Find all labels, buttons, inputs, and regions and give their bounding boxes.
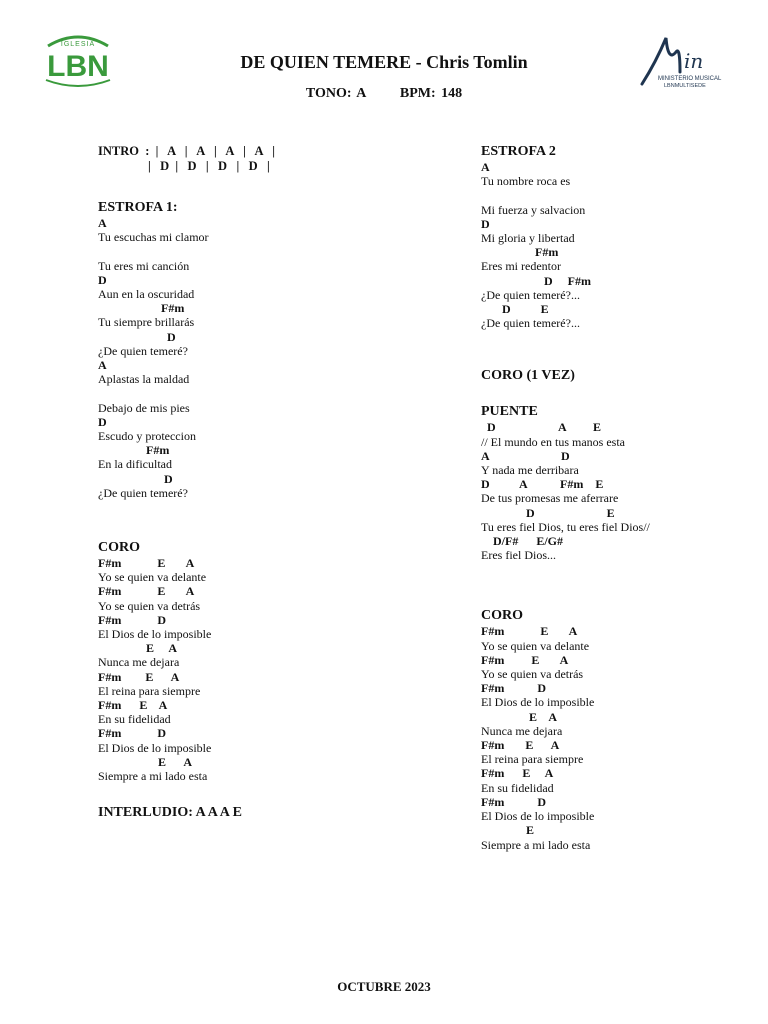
logo-line1: MINISTERIO MUSICAL	[658, 76, 722, 82]
lyric-line: Nunca me dejara	[98, 655, 180, 670]
lyric-line: El Dios de lo imposible	[481, 695, 595, 710]
chord-line: A	[98, 216, 107, 230]
chord-line: F#m D	[481, 681, 546, 696]
logo-top-text: IGLESIA	[60, 41, 96, 48]
chord-line: A	[481, 160, 490, 174]
section-title-coro: CORO	[98, 540, 140, 556]
lyric-line: ¿De quien temeré?	[98, 343, 188, 358]
estrofa1-block	[98, 216, 438, 500]
chord-line: F#m E A	[98, 698, 168, 713]
chord-line: D	[98, 329, 176, 344]
chord-line: D A E	[481, 420, 602, 435]
chord-line: E	[481, 823, 535, 838]
coro-block-left	[98, 556, 438, 783]
lyric-line: Eres fiel Dios...	[481, 548, 556, 563]
lyric-line: Yo se quien va detrás	[481, 667, 584, 682]
chord-line: F#m E A	[481, 738, 560, 753]
logo-line2: LBNMULTISEDE	[664, 83, 706, 89]
chord-line: F#m	[481, 245, 559, 260]
chord-line: F#m	[98, 301, 185, 316]
section-title-estrofa1: ESTROFA 1:	[98, 200, 178, 215]
chord-line: E A	[481, 709, 558, 724]
puente-block	[481, 420, 751, 562]
lyric-line: Mi gloria y libertad	[481, 231, 575, 245]
section-title-interludio: INTERLUDIO: A A A E	[98, 805, 242, 821]
intro-line-2: | D | D | D | D |	[98, 159, 270, 173]
chord-line: F#m E A	[481, 766, 554, 781]
section-title-puente: PUENTE	[481, 404, 538, 420]
lyric-line: Aun en la oscuridad	[98, 287, 195, 301]
lyric-line: Mi fuerza y salvacion	[481, 202, 586, 217]
lyric-line: En su fidelidad	[481, 780, 554, 795]
chord-line: A	[98, 358, 107, 373]
chord-line: F#m E A	[98, 584, 195, 599]
lyric-line: Yo se quien va detrás	[98, 598, 201, 613]
chord-line: F#m E A	[481, 652, 569, 667]
chord-line: D	[481, 216, 490, 231]
left-column	[98, 144, 438, 821]
lyric-line: Yo se quien va delante	[481, 638, 590, 653]
chord-line: D	[98, 414, 107, 429]
chord-line: D	[98, 471, 173, 486]
key-label: TONO: A	[305, 86, 367, 101]
lyric-line: Tu eres mi canción	[98, 258, 190, 273]
chord-line: F#m E A	[98, 669, 180, 684]
lyric-line: ¿De quien temeré?...	[481, 287, 580, 302]
blank-line	[481, 188, 751, 202]
chord-line: F#m D	[98, 612, 166, 627]
chord-line: D A F#m E	[481, 477, 604, 492]
lyric-line: Siempre a mi lado esta	[481, 837, 591, 852]
lyric-line: De tus promesas me aferrare	[481, 491, 619, 506]
footer-date: OCTUBRE 2023	[337, 979, 431, 994]
lyric-line: En su fidelidad	[98, 712, 171, 727]
chord-line: D E	[481, 302, 549, 317]
lyric-line: El reina para siempre	[98, 683, 201, 698]
lyric-line: El reina para siempre	[481, 752, 584, 767]
lyric-line: Tu eres fiel Dios, tu eres fiel Dios//	[481, 519, 650, 534]
chord-line: F#m E A	[481, 624, 578, 639]
chord-line: E A	[98, 754, 193, 769]
lyric-line: En la dificultad	[98, 457, 172, 472]
chord-line: E A	[98, 641, 178, 656]
lyric-line: // El mundo en tus manos esta	[481, 434, 625, 449]
song-info	[0, 86, 768, 102]
lyric-line: ¿De quien temeré?...	[481, 316, 580, 331]
right-column	[481, 144, 751, 852]
chord-line: D E	[481, 505, 615, 520]
chord-line: D/F# E/G#	[481, 534, 564, 549]
intro-line-1: INTRO : | A | A | A | A |	[98, 144, 275, 158]
lyric-line: El Dios de lo imposible	[98, 627, 212, 642]
chord-line: F#m D	[481, 794, 546, 809]
song-title: DE QUIEN TEMERE - Chris Tomlin	[240, 52, 528, 72]
chord-line: A D	[481, 448, 570, 463]
blank-line	[98, 244, 438, 258]
lyric-line: Aplastas la maldad	[98, 372, 190, 387]
lyric-line: ¿De quien temeré?	[98, 485, 188, 500]
section-title-coro-right: CORO	[481, 608, 523, 624]
chord-line: F#m D	[98, 726, 166, 741]
section-title-estrofa2: ESTROFA 2	[481, 144, 556, 159]
lyric-line: El Dios de lo imposible	[481, 809, 595, 824]
lyric-line: Tu nombre roca es	[481, 174, 571, 189]
section-title-coro-1vez: CORO (1 VEZ)	[481, 368, 575, 384]
chord-line: D	[98, 272, 107, 287]
estrofa2-block	[481, 160, 751, 330]
lyric-line: Y nada me derribara	[481, 463, 579, 478]
chord-line: F#m E A	[98, 556, 195, 571]
lyric-line: Tu siempre brillarás	[98, 315, 195, 330]
chord-line: D F#m	[481, 273, 591, 288]
lyric-line: Tu escuchas mi clamor	[98, 230, 209, 245]
lyric-line: Eres mi redentor	[481, 259, 561, 274]
lyric-line: Escudo y proteccion	[98, 429, 196, 444]
lyric-line: Siempre a mi lado esta	[98, 769, 208, 784]
lyric-line: Debajo de mis pies	[98, 400, 190, 415]
logo-script: in	[684, 49, 704, 73]
blank-line	[98, 386, 438, 400]
lyric-line: Nunca me dejara	[481, 723, 563, 738]
chord-line: F#m	[98, 443, 170, 458]
lyric-line: El Dios de lo imposible	[98, 740, 212, 755]
logo-main-text: LBN	[47, 50, 109, 83]
lyric-line: Yo se quien va delante	[98, 570, 207, 585]
coro-block-right	[481, 624, 751, 851]
bpm-label: BPM: 148	[399, 86, 463, 101]
